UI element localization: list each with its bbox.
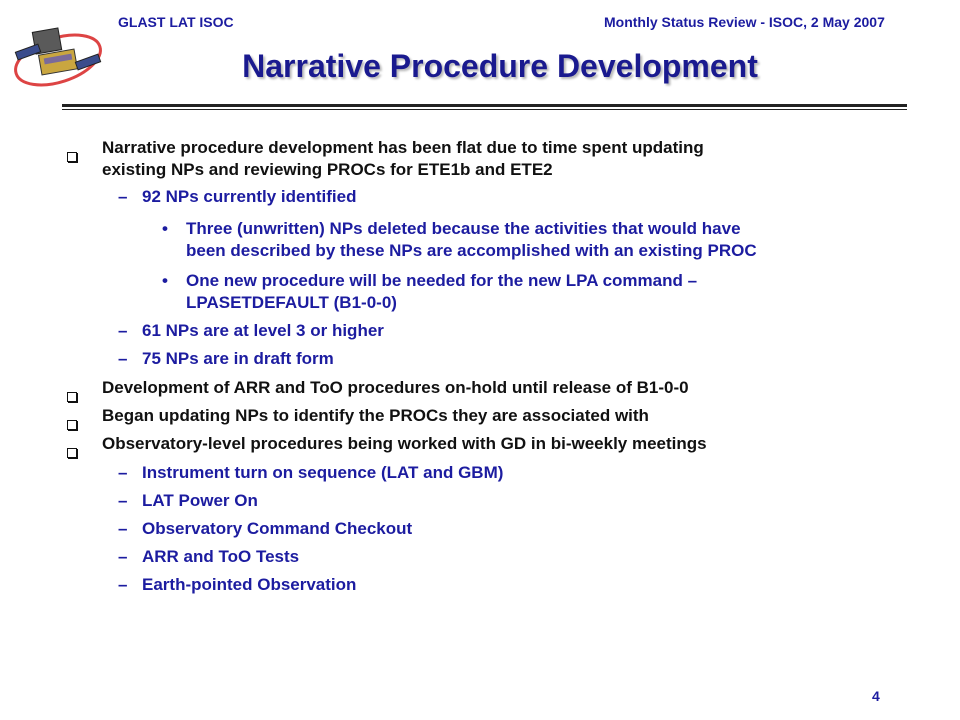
sub-bullet-line: 61 NPs are at level 3 or higher xyxy=(142,321,384,340)
bullet-line: Observatory-level procedures being worked with GD in bi-weekly meetings xyxy=(102,434,707,453)
sub-sub-bullet-line: been described by these NPs are accomplished with an existing PROC xyxy=(186,241,757,260)
dash-bullet: – xyxy=(118,575,128,594)
sub-bullet-line: ARR and ToO Tests xyxy=(142,547,300,566)
bullet-line: Narrative procedure development has been flat due to time spent updating xyxy=(102,138,704,157)
glast-logo-icon xyxy=(6,10,106,100)
header-right: Monthly Status Review - ISOC, 2 May 2007 xyxy=(604,14,885,30)
square-bullet-icon xyxy=(67,420,77,430)
sub-sub-bullet-line: LPASETDEFAULT (B1-0-0) xyxy=(186,293,397,312)
dash-bullet: – xyxy=(118,463,128,482)
sub-bullet-line: 92 NPs currently identified xyxy=(142,187,357,206)
square-bullet-icon xyxy=(67,392,77,402)
page-title: Narrative Procedure Development xyxy=(242,48,758,84)
sub-bullet-line: Earth-pointed Observation xyxy=(142,575,357,594)
header-left: GLAST LAT ISOC xyxy=(118,14,234,30)
dash-bullet: – xyxy=(118,187,128,206)
title-rule-thin xyxy=(62,109,907,110)
square-bullet-icon xyxy=(67,152,77,162)
dash-bullet: – xyxy=(118,321,128,340)
dot-bullet: • xyxy=(162,219,168,238)
bullet-line: Began updating NPs to identify the PROCs they are associated with xyxy=(102,406,649,425)
sub-bullet-line: Observatory Command Checkout xyxy=(142,519,413,538)
sub-sub-bullet-line: Three (unwritten) NPs deleted because the activities that would have xyxy=(186,219,741,238)
sub-bullet-line: Instrument turn on sequence (LAT and GBM) xyxy=(142,463,504,482)
dash-bullet: – xyxy=(118,519,128,538)
bullet-line: existing NPs and reviewing PROCs for ETE1b and ETE2 xyxy=(102,160,553,179)
page-number: 4 xyxy=(872,688,880,704)
sub-bullet-line: 75 NPs are in draft form xyxy=(142,349,334,368)
dash-bullet: – xyxy=(118,491,128,510)
title-rule-thick xyxy=(62,104,907,107)
dash-bullet: – xyxy=(118,349,128,368)
bullet-line: Development of ARR and ToO procedures on-hold until release of B1-0-0 xyxy=(102,378,689,397)
dash-bullet: – xyxy=(118,547,128,566)
sub-sub-bullet-line: One new procedure will be needed for the new LPA command – xyxy=(186,271,698,290)
sub-bullet-line: LAT Power On xyxy=(142,491,258,510)
dot-bullet: • xyxy=(162,271,168,290)
square-bullet-icon xyxy=(67,448,77,458)
